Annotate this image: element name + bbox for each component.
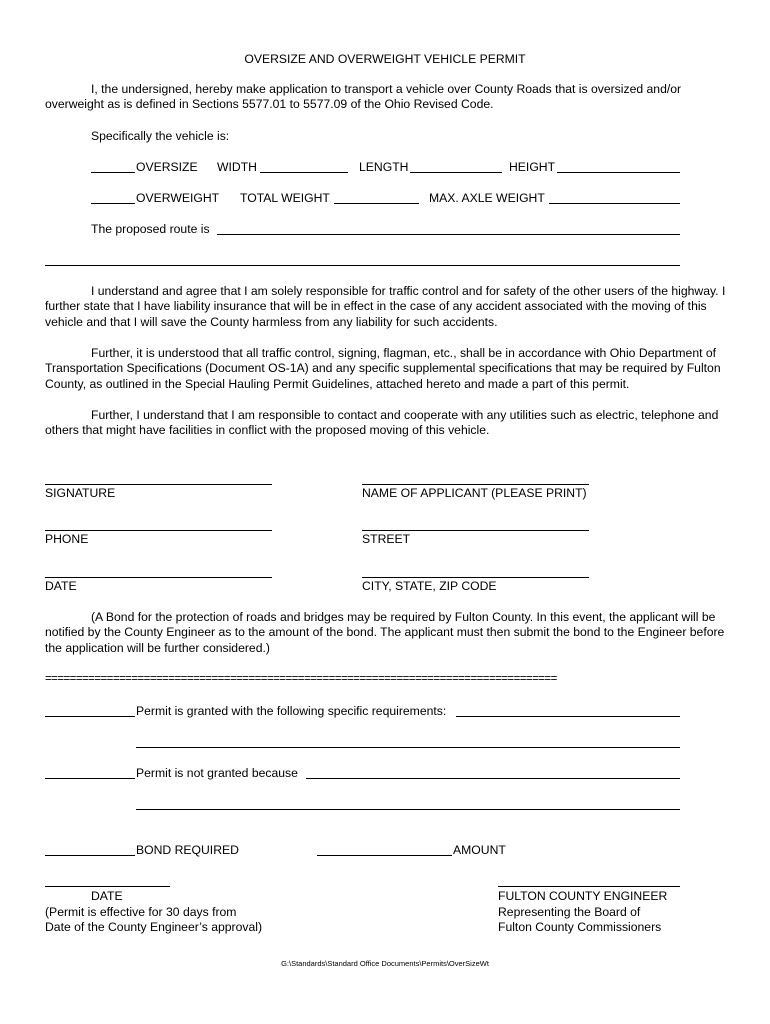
length-label: LENGTH bbox=[359, 160, 409, 174]
date-field[interactable] bbox=[45, 577, 272, 578]
width-label: WIDTH bbox=[217, 160, 257, 174]
liability-paragraph: I understand and agree that I am solely responsible for traffic control and for safety of the other users of the highway. I further state that I have liability insurance that will be in effect in the case of any accident associated with the moving of this vehicle and that I will save the County harmless from any liability for such accidents. bbox=[45, 284, 726, 329]
bond-required-label: BOND REQUIRED bbox=[136, 843, 239, 857]
granted-label: Permit is granted with the following specific requirements: bbox=[136, 704, 447, 718]
length-field[interactable] bbox=[410, 172, 502, 173]
page-title: OVERSIZE AND OVERWEIGHT VEHICLE PERMIT bbox=[244, 52, 526, 66]
amount-field[interactable] bbox=[317, 855, 452, 856]
oversize-label: OVERSIZE bbox=[136, 160, 198, 174]
route-field[interactable] bbox=[217, 234, 680, 235]
separator: =================================================================================== bbox=[45, 673, 557, 685]
signature-label: SIGNATURE bbox=[45, 486, 116, 500]
applicant-name-label: NAME OF APPLICANT (PLEASE PRINT) bbox=[362, 486, 587, 500]
overweight-check-line[interactable] bbox=[91, 203, 135, 204]
total-weight-field[interactable] bbox=[334, 203, 419, 204]
granted-check-line[interactable] bbox=[45, 716, 135, 717]
route-label: The proposed route is bbox=[91, 222, 210, 236]
height-field[interactable] bbox=[557, 172, 680, 173]
overweight-label: OVERWEIGHT bbox=[136, 191, 220, 205]
engineer-signature-field[interactable] bbox=[498, 886, 680, 887]
max-axle-field[interactable] bbox=[549, 203, 680, 204]
applicant-name-field[interactable] bbox=[362, 484, 589, 485]
effective-note-line-2: Date of the County Engineer’s approval) bbox=[45, 920, 263, 934]
oversize-check-line[interactable] bbox=[91, 172, 135, 173]
street-field[interactable] bbox=[362, 530, 589, 531]
engineer-line-2: Representing the Board of bbox=[498, 905, 641, 919]
not-granted-reason-line-2[interactable] bbox=[136, 809, 680, 810]
phone-label: PHONE bbox=[45, 532, 89, 546]
not-granted-check-line[interactable] bbox=[45, 778, 135, 779]
signature-field[interactable] bbox=[45, 484, 272, 485]
vehicle-heading: Specifically the vehicle is: bbox=[91, 129, 230, 143]
bond-required-check-line[interactable] bbox=[45, 855, 135, 856]
amount-label: AMOUNT bbox=[453, 843, 506, 857]
bond-note-paragraph: (A Bond for the protection of roads and bridges may be required by Fulton County. In this event, the applicant will be notified by the County Engineer as to the amount of the bond. The applicant must then submit the bond to the Engineer before the application will be further considered.) bbox=[45, 610, 725, 655]
effective-note-line-1: (Permit is effective for 30 days from bbox=[45, 905, 237, 919]
engineer-title: FULTON COUNTY ENGINEER bbox=[498, 889, 668, 903]
approval-date-label: DATE bbox=[91, 889, 123, 903]
traffic-control-paragraph: Further, it is understood that all traffic control, signing, flagman, etc., shall be in accordance with Ohio Department of Transportation Specifications (Document OS-1A) and any specific supplemental specifications that may be required by Fulton County, as outlined in the Special Hauling Permit Guidelines, attached hereto and made a part of this permit. bbox=[45, 346, 721, 391]
route-field-line-2[interactable] bbox=[45, 265, 680, 266]
width-field[interactable] bbox=[260, 172, 348, 173]
max-axle-label: MAX. AXLE WEIGHT bbox=[429, 191, 545, 205]
city-state-zip-field[interactable] bbox=[362, 577, 589, 578]
granted-requirements-line-2[interactable] bbox=[136, 747, 680, 748]
engineer-line-3: Fulton County Commissioners bbox=[498, 920, 662, 934]
height-label: HEIGHT bbox=[509, 160, 556, 174]
phone-field[interactable] bbox=[45, 530, 272, 531]
intro-paragraph: I, the undersigned, hereby make application to transport a vehicle over County Roads that is oversized and/or overweight as is defined in Sections 5577.01 to 5577.09 of the Ohio Revised Code. bbox=[45, 82, 682, 112]
file-path: G:\Standards\Standard Office Documents\Permits\OverSizeWt bbox=[281, 959, 489, 968]
total-weight-label: TOTAL WEIGHT bbox=[240, 191, 330, 205]
city-state-zip-label: CITY, STATE, ZIP CODE bbox=[362, 579, 497, 593]
not-granted-reason-field[interactable] bbox=[306, 778, 680, 779]
approval-date-field[interactable] bbox=[45, 886, 170, 887]
not-granted-label: Permit is not granted because bbox=[136, 766, 298, 780]
date-label: DATE bbox=[45, 579, 77, 593]
street-label: STREET bbox=[362, 532, 411, 546]
granted-requirements-field[interactable] bbox=[456, 716, 680, 717]
utilities-paragraph: Further, I understand that I am responsible to contact and cooperate with any utilities such as electric, telephone and others that might have facilities in conflict with the proposed moving of this vehicle. bbox=[45, 408, 719, 438]
